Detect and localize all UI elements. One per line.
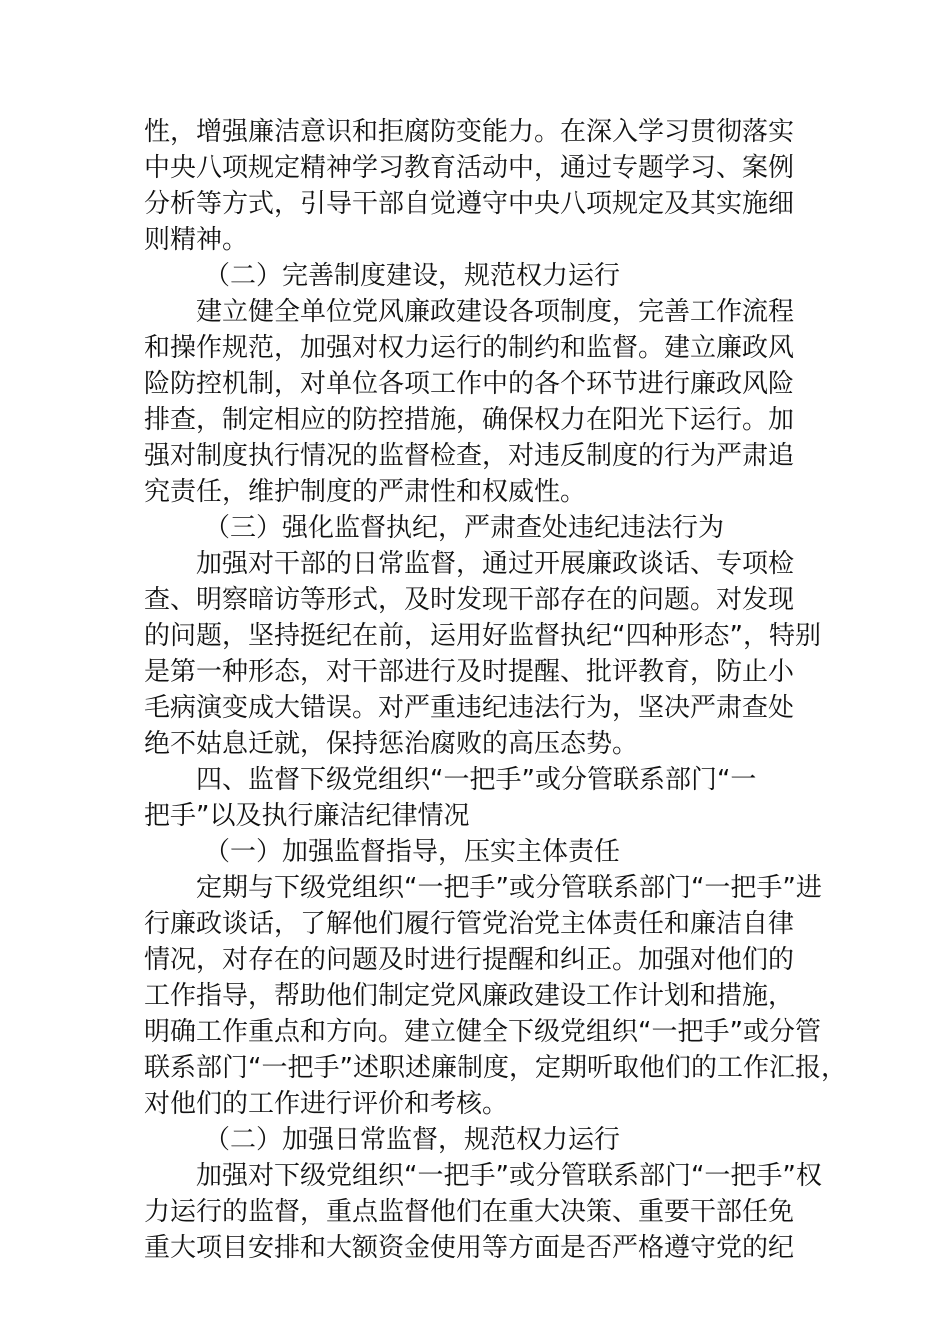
text-line: 力运行的监督，重点监督他们在重大决策、重要干部任免 <box>144 1197 795 1227</box>
text-line: 的问题，坚持挺纪在前，运用好监督执纪“四种形态”，特别 <box>144 621 821 651</box>
text-line: 行廉政谈话，了解他们履行管党治党主体责任和廉洁自律 <box>144 909 795 939</box>
section-heading: （二）加强日常监督，规范权力运行 <box>204 1125 621 1155</box>
section-heading: （一）加强监督指导，压实主体责任 <box>204 837 621 867</box>
text-line: 对他们的工作进行评价和考核。 <box>144 1089 509 1119</box>
text-line: 加强对下级党组织“一把手”或分管联系部门“一把手”权 <box>196 1161 822 1191</box>
chapter-heading: 四、监督下级党组织“一把手”或分管联系部门“一 <box>196 765 757 795</box>
text-line: 工作指导，帮助他们制定党风廉政建设工作计划和措施， <box>144 981 795 1011</box>
text-line: 强对制度执行情况的监督检查，对违反制度的行为严肃追 <box>144 441 795 471</box>
text-line: 毛病演变成大错误。对严重违纪违法行为，坚决严肃查处 <box>144 693 795 723</box>
text-line: 情况，对存在的问题及时进行提醒和纠正。加强对他们的 <box>144 945 795 975</box>
text-line: 究责任，维护制度的严肃性和权威性。 <box>144 477 587 507</box>
section-heading: （二）完善制度建设，规范权力运行 <box>204 261 621 291</box>
text-line: 中央八项规定精神学习教育活动中，通过专题学习、案例 <box>144 153 795 183</box>
text-line: 建立健全单位党风廉政建设各项制度，完善工作流程 <box>196 297 795 327</box>
text-line: 明确工作重点和方向。建立健全下级党组织“一把手”或分管 <box>144 1017 821 1047</box>
text-line: 分析等方式，引导干部自觉遵守中央八项规定及其实施细 <box>144 189 795 219</box>
text-line: 重大项目安排和大额资金使用等方面是否严格遵守党的纪 <box>144 1233 795 1263</box>
text-line: 险防控机制，对单位各项工作中的各个环节进行廉政风险 <box>144 369 795 399</box>
text-line: 性，增强廉洁意识和拒腐防变能力。在深入学习贯彻落实 <box>144 117 795 147</box>
text-line: 绝不姑息迁就，保持惩治腐败的高压态势。 <box>144 729 639 759</box>
text-line: 则精神。 <box>144 225 249 255</box>
text-line: 加强对干部的日常监督，通过开展廉政谈话、专项检 <box>196 549 795 579</box>
text-line: 和操作规范，加强对权力运行的制约和监督。建立廉政风 <box>144 333 795 363</box>
text-line: 排查，制定相应的防控措施，确保权力在阳光下运行。加 <box>144 405 795 435</box>
chapter-heading: 把手”以及执行廉洁纪律情况 <box>144 801 470 831</box>
text-line: 是第一种形态，对干部进行及时提醒、批评教育，防止小 <box>144 657 795 687</box>
text-line: 查、明察暗访等形式，及时发现干部存在的问题。对发现 <box>144 585 795 615</box>
text-line: 定期与下级党组织“一把手”或分管联系部门“一把手”进 <box>196 873 822 903</box>
section-heading: （三）强化监督执纪，严肃查处违纪违法行为 <box>204 513 725 543</box>
text-line: 联系部门“一把手”述职述廉制度，定期听取他们的工作汇报， <box>144 1053 847 1083</box>
